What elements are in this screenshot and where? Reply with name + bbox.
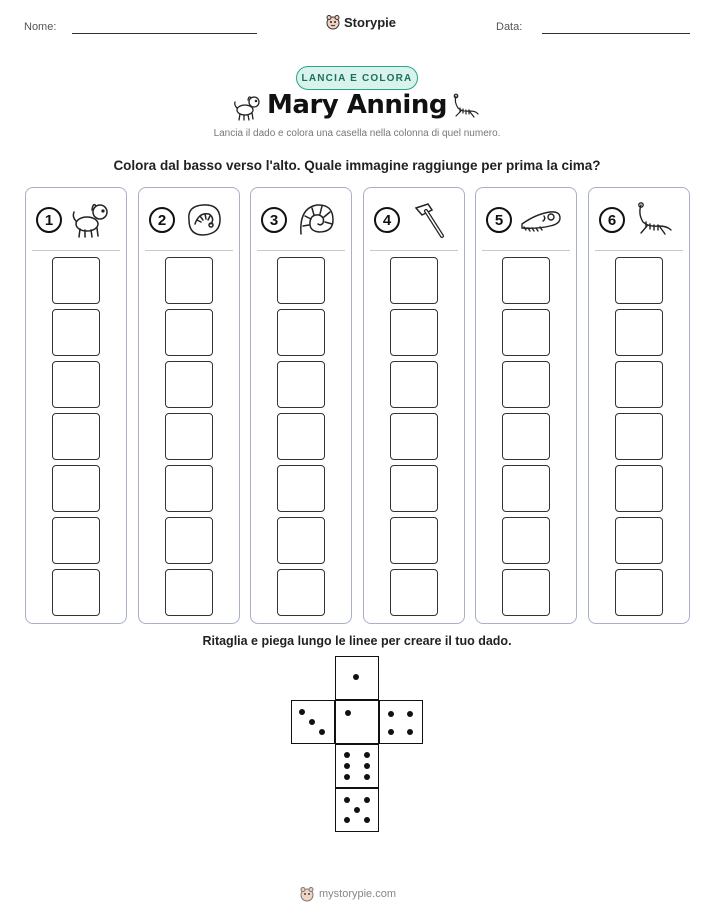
dice-pip <box>344 817 350 823</box>
fossil-rock-icon <box>183 200 225 240</box>
dice-face-right <box>379 700 423 744</box>
color-box[interactable] <box>165 465 213 512</box>
dice-pip <box>345 710 351 716</box>
color-box[interactable] <box>52 257 100 304</box>
column-divider <box>257 250 345 251</box>
dice-pip <box>364 817 370 823</box>
color-box[interactable] <box>52 465 100 512</box>
color-box[interactable] <box>277 465 325 512</box>
column-divider <box>32 250 120 251</box>
brand-name: Storypie <box>344 14 397 30</box>
column-3 <box>250 187 352 624</box>
hammer-icon <box>408 200 450 240</box>
color-box[interactable] <box>390 309 438 356</box>
dice-pip <box>364 763 370 769</box>
color-box[interactable] <box>502 569 550 616</box>
column-divider <box>595 250 683 251</box>
color-box[interactable] <box>615 569 663 616</box>
cut-instruction: Ritaglia e piega lungo le linee per creare il tuo dado. <box>202 634 512 648</box>
column-number: 3 <box>261 207 287 233</box>
footer-url[interactable]: mystorypie.com <box>319 888 397 900</box>
color-box[interactable] <box>502 465 550 512</box>
color-box[interactable] <box>390 257 438 304</box>
dice-pip <box>388 729 394 735</box>
color-box[interactable] <box>165 257 213 304</box>
dice-face-bottom <box>335 744 379 788</box>
color-box[interactable] <box>277 309 325 356</box>
coloring-instruction: Colora dal basso verso l'alto. Quale immagine raggiunge per prima la cima? <box>113 158 601 173</box>
column-header <box>139 188 239 250</box>
dice-pip <box>319 729 325 735</box>
name-label: Nome: <box>24 21 57 33</box>
color-box[interactable] <box>390 569 438 616</box>
plesiosaur-skeleton-icon <box>450 92 480 120</box>
dice-pip <box>344 752 350 758</box>
color-box[interactable] <box>390 517 438 564</box>
column-number: 1 <box>36 207 62 233</box>
brand-logo <box>326 14 396 30</box>
color-box[interactable] <box>277 569 325 616</box>
dice-pip <box>364 774 370 780</box>
color-box[interactable] <box>615 465 663 512</box>
date-label: Data: <box>496 21 523 33</box>
dice-pip <box>299 709 305 715</box>
color-box[interactable] <box>502 413 550 460</box>
ammonite-icon <box>295 200 337 240</box>
column-header <box>251 188 351 250</box>
color-box[interactable] <box>502 517 550 564</box>
color-box[interactable] <box>165 361 213 408</box>
column-number: 4 <box>374 207 400 233</box>
color-box[interactable] <box>615 413 663 460</box>
color-box[interactable] <box>165 517 213 564</box>
color-box[interactable] <box>277 361 325 408</box>
dice-pip <box>407 729 413 735</box>
column-5 <box>475 187 577 624</box>
column-2 <box>138 187 240 624</box>
storypie-mascot-icon <box>326 14 340 30</box>
column-6 <box>588 187 690 624</box>
date-line <box>542 33 690 34</box>
column-header <box>364 188 464 250</box>
color-box[interactable] <box>52 569 100 616</box>
color-box[interactable] <box>390 361 438 408</box>
dice-pip <box>364 797 370 803</box>
dice-pip <box>344 763 350 769</box>
color-box[interactable] <box>390 413 438 460</box>
dice-pip <box>364 752 370 758</box>
dice-pip <box>388 711 394 717</box>
column-header <box>589 188 689 250</box>
dice-pip <box>309 719 315 725</box>
column-divider <box>145 250 233 251</box>
color-box[interactable] <box>165 569 213 616</box>
dice-face-back <box>335 788 379 832</box>
dice-pip <box>407 711 413 717</box>
color-box[interactable] <box>277 413 325 460</box>
dinosaur-skull-icon <box>520 200 562 240</box>
subtitle: Lancia il dado e colora una casella nella colonna di quel numero. <box>213 128 501 139</box>
color-box[interactable] <box>277 257 325 304</box>
color-box[interactable] <box>502 309 550 356</box>
color-box[interactable] <box>615 257 663 304</box>
column-1 <box>25 187 127 624</box>
color-box[interactable] <box>390 465 438 512</box>
color-box[interactable] <box>52 361 100 408</box>
color-box[interactable] <box>165 413 213 460</box>
column-number: 5 <box>486 207 512 233</box>
dog-icon <box>70 200 112 240</box>
color-box[interactable] <box>615 361 663 408</box>
column-number: 6 <box>599 207 625 233</box>
column-header <box>26 188 126 250</box>
plesiosaur-skeleton-icon <box>633 200 675 240</box>
column-header <box>476 188 576 250</box>
color-box[interactable] <box>52 413 100 460</box>
activity-badge: LANCIA E COLORA <box>296 66 418 90</box>
dice-pip <box>344 774 350 780</box>
storypie-mascot-icon <box>300 886 314 902</box>
color-box[interactable] <box>165 309 213 356</box>
column-divider <box>370 250 458 251</box>
color-box[interactable] <box>502 361 550 408</box>
dice-face-top <box>335 656 379 700</box>
column-number: 2 <box>149 207 175 233</box>
dice-pip <box>344 797 350 803</box>
dice-pip <box>353 674 359 680</box>
dice-pip <box>354 807 360 813</box>
color-box[interactable] <box>52 517 100 564</box>
dice-face-center <box>335 700 379 744</box>
column-4 <box>363 187 465 624</box>
page-title: Mary Anning <box>267 90 447 120</box>
color-box[interactable] <box>277 517 325 564</box>
dice-face-left <box>291 700 335 744</box>
footer <box>300 886 420 902</box>
name-line <box>72 33 257 34</box>
color-box[interactable] <box>615 517 663 564</box>
color-box[interactable] <box>502 257 550 304</box>
color-box[interactable] <box>615 309 663 356</box>
color-box[interactable] <box>52 309 100 356</box>
column-divider <box>482 250 570 251</box>
